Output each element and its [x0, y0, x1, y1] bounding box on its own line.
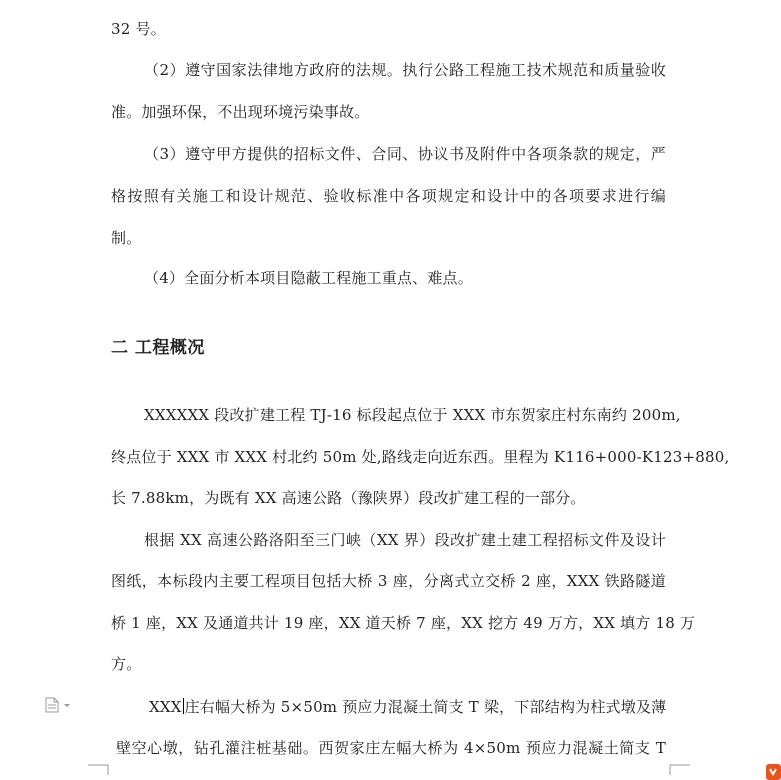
paragraph-line: 准。加强环保，不出现环境污染事故。: [111, 103, 370, 121]
section-heading: 二 工程概况: [111, 338, 205, 358]
paragraph-text: 庄右幅大桥为 5×50m 预应力混凝土简支 T 梁，下部结构为柱式墩及薄: [184, 698, 667, 716]
paragraph-line-with-cursor[interactable]: [149, 697, 666, 717]
paragraph-text: XXX: [149, 698, 182, 716]
margin-corner-mark: [668, 763, 690, 775]
wps-badge-icon[interactable]: [764, 762, 781, 780]
paragraph-line: 图纸，本标段内主要工程项目包括大桥 3 座，分离式立交桥 2 座，XXX 铁路隧道: [111, 572, 666, 590]
paragraph-line: 终点位于 XXX 市 XXX 村北约 50m 处,路线走向近东西。里程为 K116+000-K123+880,: [111, 448, 730, 466]
margin-corner-mark: [88, 763, 110, 775]
paragraph-line: （4）全面分析本项目隐蔽工程施工重点、难点。: [144, 269, 473, 287]
paragraph-line: 32 号。: [111, 20, 166, 38]
paragraph-line: 制。: [111, 229, 142, 247]
paragraph-line: 壁空心墩，钻孔灌注桩基础。西贺家庄左幅大桥为 4×50m 预应力混凝土简支 T: [116, 739, 666, 757]
paragraph-line: 长 7.88km，为既有 XX 高速公路（豫陕界）段改扩建工程的一部分。: [111, 489, 586, 507]
paragraph-line: XXXXXX 段改扩建工程 TJ-16 标段起点位于 XXX 市东贺家庄村东南约 200m,: [144, 406, 681, 424]
paragraph-line: 方。: [111, 655, 142, 673]
text-cursor: [183, 698, 184, 714]
document-icon[interactable]: [44, 697, 72, 713]
paragraph-line: 根据 XX 高速公路洛阳至三门峡（XX 界）段改扩建土建工程招标文件及设计: [144, 531, 666, 549]
paragraph-line: （3）遵守甲方提供的招标文件、合同、协议书及附件中各项条款的规定，严: [144, 145, 666, 163]
paragraph-line: （2）遵守国家法律地方政府的法规。执行公路工程施工技术规范和质量验收: [144, 61, 666, 79]
paragraph-line: 桥 1 座，XX 及通道共计 19 座，XX 道天桥 7 座，XX 挖方 49 万方，XX 填方 18 万: [111, 614, 696, 632]
paragraph-line: 格按照有关施工和设计规范、验收标准中各项规定和设计中的各项要求进行编: [111, 187, 666, 205]
